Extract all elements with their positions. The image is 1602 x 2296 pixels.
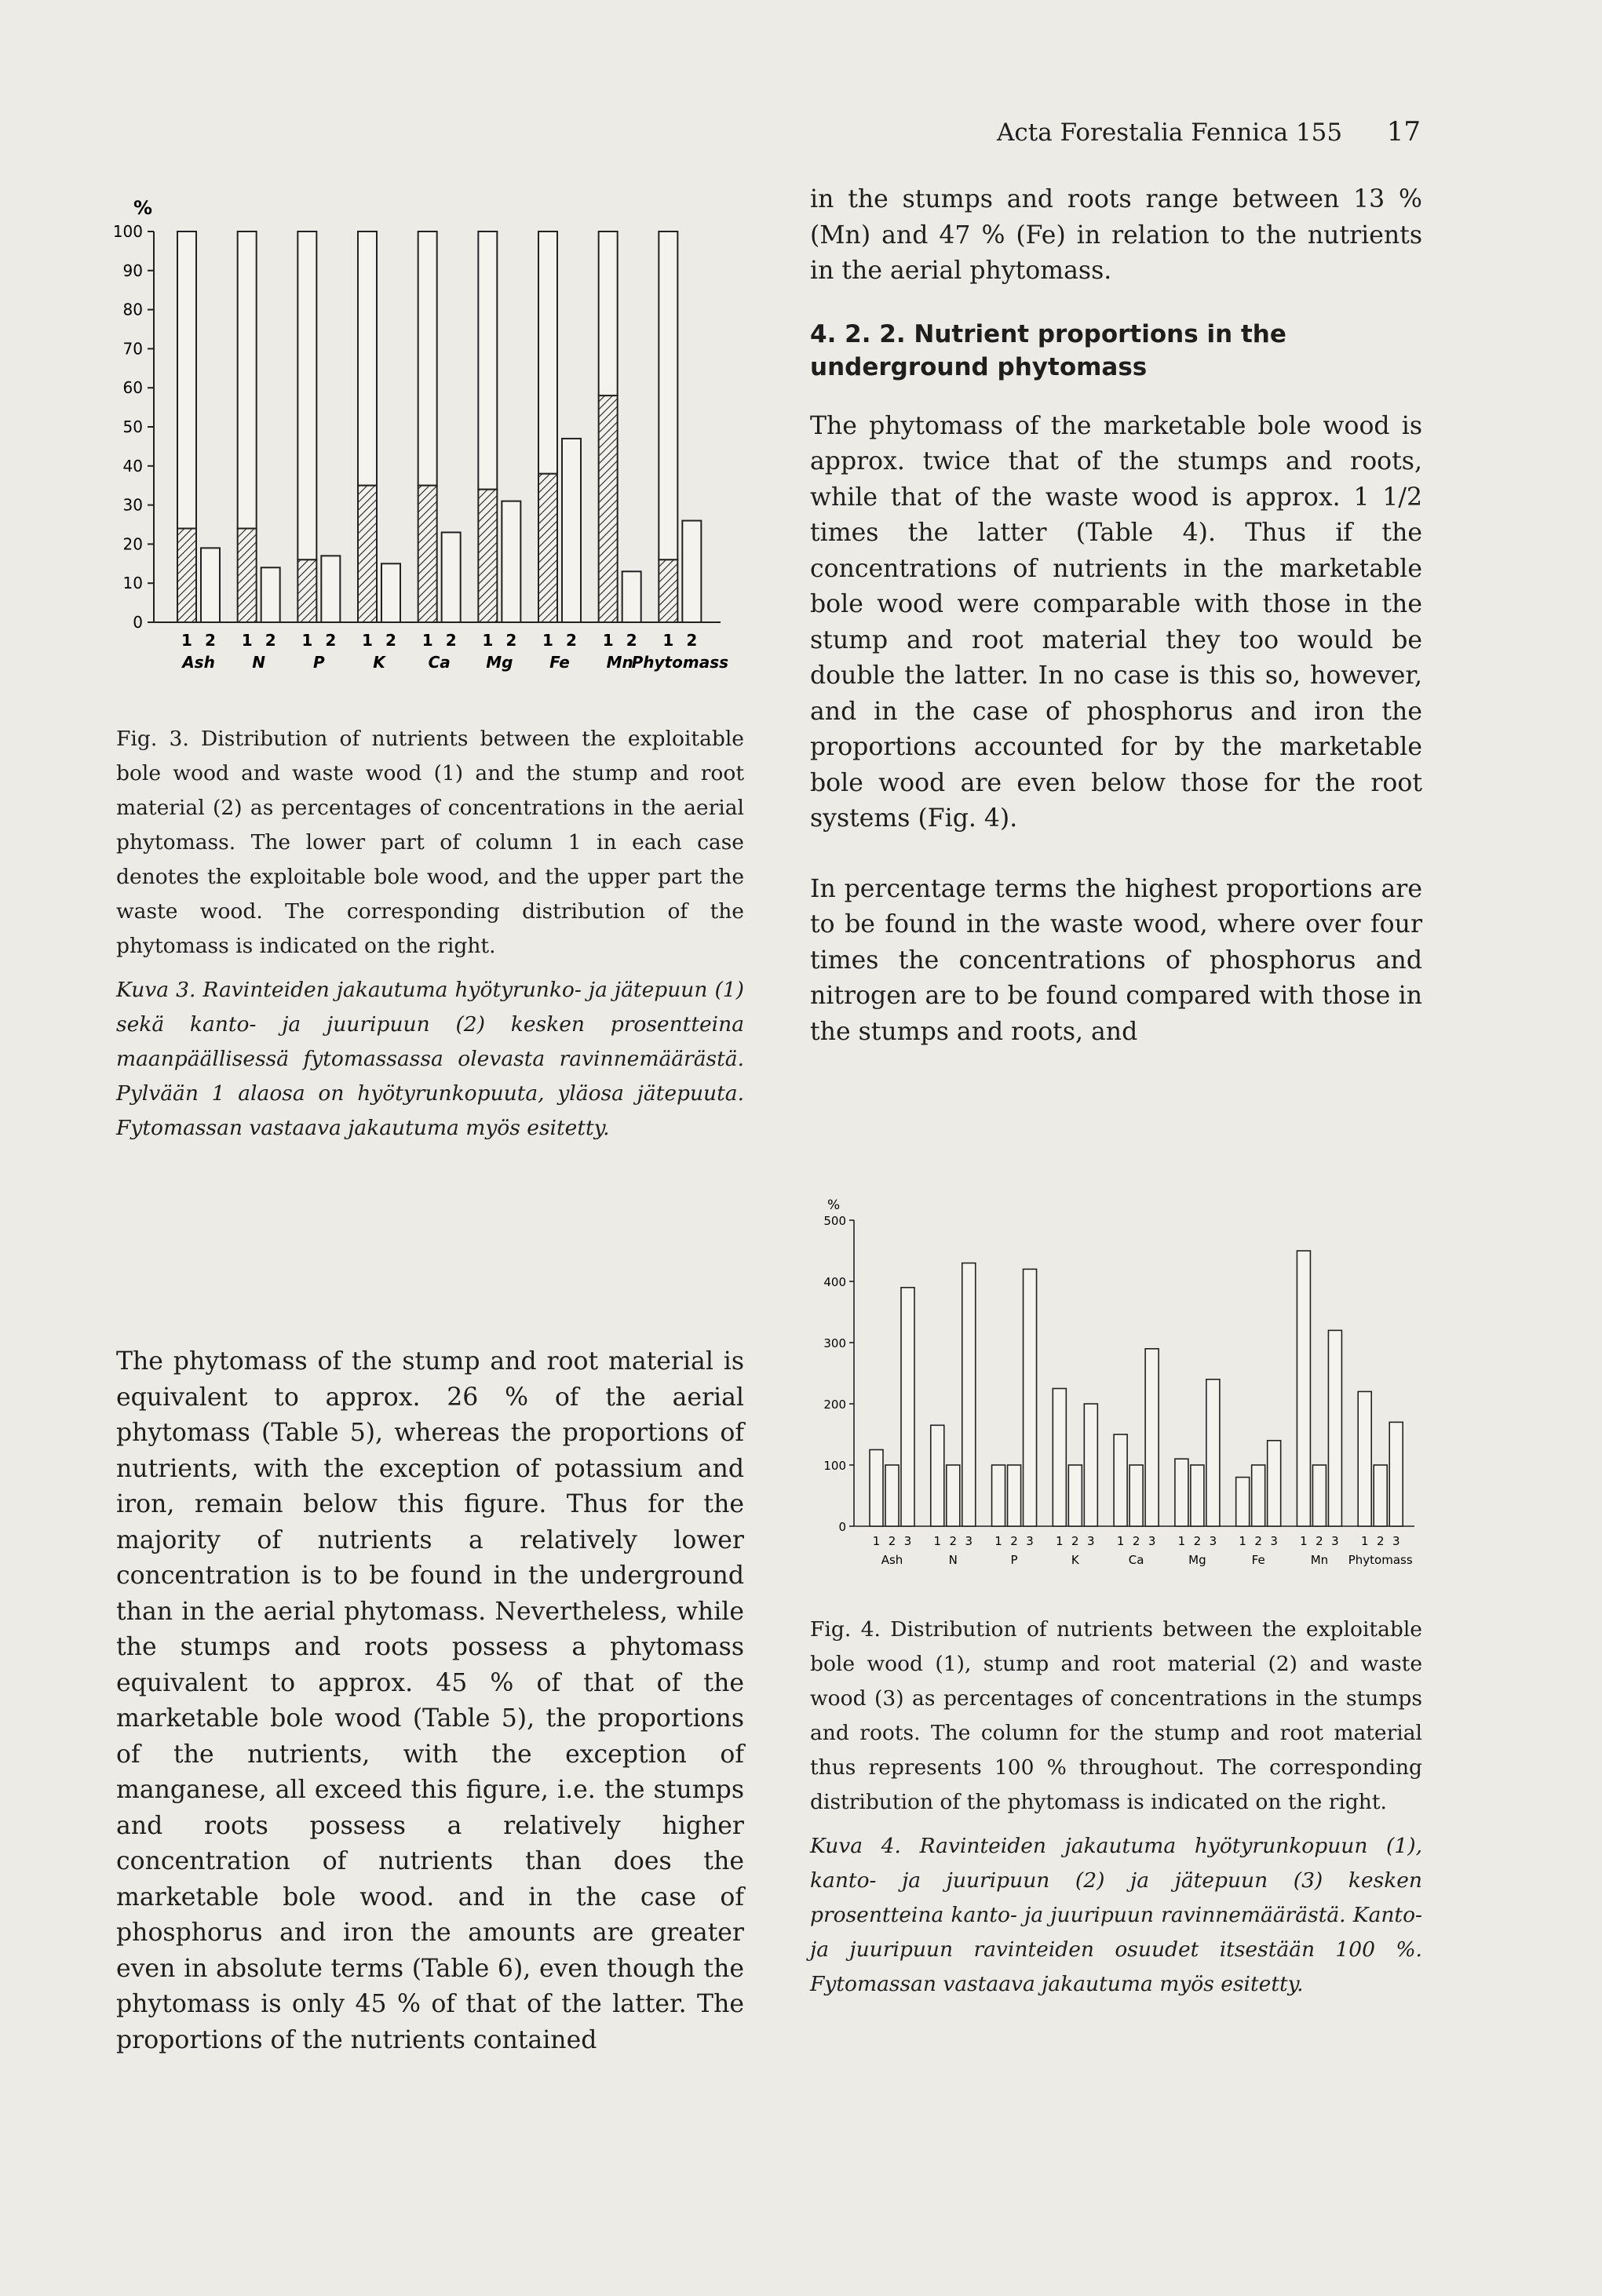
y-tick-label: 60 bbox=[122, 378, 143, 398]
y-tick-label: 0 bbox=[838, 1520, 846, 1534]
y-tick-label: 300 bbox=[823, 1336, 846, 1350]
bar-exploitable-bole-wood bbox=[478, 490, 497, 622]
bar-series-1 bbox=[1297, 1251, 1310, 1526]
page-number: 17 bbox=[1386, 116, 1421, 148]
running-header bbox=[997, 116, 1421, 148]
bar-number-label: 1 bbox=[602, 631, 614, 650]
category-label: Phytomass bbox=[631, 653, 729, 672]
bar-series-1 bbox=[1358, 1391, 1371, 1526]
y-tick-label: 200 bbox=[823, 1398, 846, 1412]
y-tick-label: 100 bbox=[112, 222, 143, 241]
bar-number-label: 3 bbox=[1270, 1534, 1278, 1548]
y-tick-label: 90 bbox=[122, 261, 143, 280]
figure-4-caption-block bbox=[810, 1613, 1422, 2002]
bar-waste-wood bbox=[297, 231, 316, 559]
category-label: Fe bbox=[549, 653, 570, 672]
bar-number-label: 2 bbox=[385, 631, 396, 650]
bar-exploitable-bole-wood bbox=[177, 528, 196, 622]
bar-number-label: 1 bbox=[482, 631, 494, 650]
y-tick-label: 0 bbox=[133, 613, 143, 632]
bar-number-label: 1 bbox=[1360, 1534, 1369, 1548]
bar-number-label: 2 bbox=[1010, 1534, 1018, 1548]
figure-4-caption-finnish: Kuva 4. Ravinteiden jakautuma hyötyrunkopuun (1), kanto- ja juuripuun (2) ja jätepuun (3) kesken prosentteina kanto- ja juuripuun ravinnemäärästä. Kanto- ja juuripuun ravinteiden osuudet itsestään 100 %. Fytomassan vastaava jakautuma myös esitetty. bbox=[810, 1834, 1422, 1996]
bar-number-label: 2 bbox=[205, 631, 216, 650]
bar-exploitable-bole-wood bbox=[599, 395, 618, 622]
bar-number-label: 2 bbox=[626, 631, 637, 650]
bar-number-label: 1 bbox=[1239, 1534, 1246, 1548]
bar-exploitable-bole-wood bbox=[659, 559, 677, 622]
category-label: P bbox=[312, 653, 325, 672]
bar-stump-root bbox=[261, 567, 280, 622]
bar-number-label: 2 bbox=[445, 631, 457, 650]
bar-series-2 bbox=[1374, 1465, 1387, 1526]
bar-number-label: 2 bbox=[949, 1534, 958, 1548]
bar-series-2 bbox=[1191, 1465, 1204, 1526]
bar-waste-wood bbox=[538, 231, 557, 474]
bar-stump-root bbox=[381, 563, 400, 622]
bar-series-2 bbox=[1312, 1465, 1326, 1526]
bar-number-label: 2 bbox=[1316, 1534, 1323, 1548]
figure-3-caption-block bbox=[116, 722, 744, 1146]
bar-series-2 bbox=[1129, 1465, 1143, 1526]
bar-series-2 bbox=[1008, 1465, 1021, 1526]
bar-number-label: 1 bbox=[301, 631, 313, 650]
bar-series-3 bbox=[1145, 1349, 1159, 1526]
y-tick-label: 10 bbox=[122, 574, 143, 593]
bar-number-label: 1 bbox=[662, 631, 674, 650]
bar-number-label: 3 bbox=[965, 1534, 973, 1548]
y-tick-label: 40 bbox=[122, 456, 143, 476]
figure-3-caption-finnish: Kuva 3. Ravinteiden jakautuma hyötyrunko- ja jätepuun (1) sekä kanto- ja juuripuun (2) kesken prosentteina maanpäällisessä fytomassassa olevasta ravinnemäärästä. Pylvään 1 alaosa on hyötyrunkopuuta, yläosa jätepuuta. Fytomassan vastaava jakautuma myös esitetty. bbox=[116, 978, 744, 1140]
bar-exploitable-bole-wood bbox=[297, 559, 316, 622]
bar-series-3 bbox=[1206, 1379, 1220, 1526]
left-column bbox=[112, 184, 744, 721]
bar-number-label: 3 bbox=[1087, 1534, 1095, 1548]
bar-number-label: 1 bbox=[1116, 1534, 1125, 1548]
bar-number-label: 3 bbox=[1026, 1534, 1034, 1548]
left-body bbox=[116, 1344, 744, 2058]
body-paragraph-2: In percentage terms the highest proportions are to be found in the waste wood, where over four times the concentrations of phosphorus and nitrogen are to be found compared with those in the stumps and roots, and bbox=[810, 874, 1422, 1046]
bar-number-label: 1 bbox=[181, 631, 192, 650]
category-label: Mn bbox=[1310, 1553, 1329, 1567]
bar-number-label: 2 bbox=[1071, 1534, 1079, 1548]
category-label: K bbox=[1071, 1553, 1079, 1567]
y-tick-label: 400 bbox=[823, 1275, 846, 1289]
bar-series-3 bbox=[962, 1263, 976, 1526]
bar-number-label: 1 bbox=[933, 1534, 942, 1548]
bar-waste-wood bbox=[418, 231, 437, 486]
continuation-paragraph: in the stumps and roots range between 13 % (Mn) and 47 % (Fe) in relation to the nutrients in the aerial phytomass. bbox=[810, 185, 1422, 285]
bar-number-label: 1 bbox=[421, 631, 433, 650]
bar-series-3 bbox=[1268, 1441, 1281, 1526]
category-label: Ash bbox=[881, 1553, 903, 1567]
bar-waste-wood bbox=[358, 231, 377, 486]
bar-exploitable-bole-wood bbox=[238, 528, 257, 622]
bar-exploitable-bole-wood bbox=[418, 486, 437, 622]
figure-4-caption: Fig. 4. Distribution of nutrients between the exploitable bole wood (1), stump and root material (2) and waste wood (3) as percentages of concentrations in the stumps and roots. The column for the stump and root material thus represents 100 % throughout. The corresponding distribution of the phytomass is indicated on the right. bbox=[810, 1617, 1422, 1814]
bar-series-3 bbox=[1389, 1422, 1403, 1526]
bar-number-label: 2 bbox=[888, 1534, 896, 1548]
bar-exploitable-bole-wood bbox=[538, 474, 557, 622]
category-label: Phytomass bbox=[1348, 1553, 1413, 1567]
y-axis-label: % bbox=[133, 197, 153, 219]
bar-series-3 bbox=[901, 1288, 914, 1526]
y-tick-label: 30 bbox=[122, 495, 143, 515]
bar-series-1 bbox=[1175, 1459, 1188, 1526]
bar-series-2 bbox=[947, 1465, 960, 1526]
bar-number-label: 1 bbox=[994, 1534, 1002, 1548]
bar-waste-wood bbox=[599, 231, 618, 395]
bar-number-label: 1 bbox=[241, 631, 253, 650]
bar-stump-root bbox=[622, 571, 641, 622]
bar-number-label: 2 bbox=[566, 631, 577, 650]
bar-series-2 bbox=[885, 1465, 899, 1526]
bar-series-1 bbox=[931, 1425, 944, 1526]
bar-series-2 bbox=[1252, 1465, 1265, 1526]
body-paragraph-1: The phytomass of the marketable bole wood is approx. twice that of the stumps and roots, while that of the waste wood is approx. 1 1/2 times the latter (Table 4). Thus if the concentrations of nutrients in the marketable bole wood were comparable with those in the stump and root material they too would be double the latter. In no case is this so, however, and in the case of phosphorus and iron the proportions accounted for by the marketable bole wood are even below those for the root systems (Fig. 4). bbox=[810, 411, 1422, 833]
bar-series-1 bbox=[1114, 1434, 1127, 1526]
category-label: N bbox=[948, 1553, 958, 1567]
bar-number-label: 3 bbox=[1209, 1534, 1217, 1548]
bar-waste-wood bbox=[238, 231, 257, 528]
bar-stump-root bbox=[502, 501, 520, 622]
category-label: Ca bbox=[428, 653, 451, 672]
category-label: Mg bbox=[1188, 1553, 1206, 1567]
category-label: K bbox=[373, 653, 385, 672]
bar-number-label: 2 bbox=[505, 631, 517, 650]
category-label: N bbox=[252, 653, 266, 672]
bar-number-label: 2 bbox=[686, 631, 698, 650]
bar-series-1 bbox=[870, 1450, 883, 1527]
bar-series-3 bbox=[1328, 1330, 1341, 1526]
journal-title: Acta Forestalia Fennica 155 bbox=[997, 118, 1343, 147]
bar-number-label: 1 bbox=[1056, 1534, 1064, 1548]
figure-4-chart bbox=[810, 1181, 1422, 1589]
bar-number-label: 1 bbox=[1300, 1534, 1308, 1548]
bar-number-label: 3 bbox=[1148, 1534, 1156, 1548]
bar-waste-wood bbox=[478, 231, 497, 490]
bar-waste-wood bbox=[659, 231, 677, 559]
bar-number-label: 2 bbox=[1254, 1534, 1262, 1548]
y-tick-label: 100 bbox=[823, 1459, 846, 1473]
left-body-paragraph: The phytomass of the stump and root material is equivalent to approx. 26 % of the aerial phytomass (Table 5), whereas the proportions of nutrients, with the exception of potassium and iron, remain below this figure. Thus for the majority of nutrients a relatively lower concentration is to be found in the underground than in the aerial phytomass. Nevertheless, while the stumps and roots possess a phytomass equivalent to approx. 45 % of that of the marketable bole wood (Table 5), the proportions of the nutrients, with the exception of manganese, all exceed this figure, i.e. the stumps and roots possess a relatively higher concentration of nutrients than does the marketable bole wood. and in the case of phosphorus and iron the amounts are greater even in absolute terms (Table 6), even though the phytomass is only 45 % of that of the latter. The proportions of the nutrients contained bbox=[116, 1347, 744, 2054]
category-label: Fe bbox=[1251, 1553, 1265, 1567]
y-tick-label: 500 bbox=[823, 1214, 846, 1228]
bar-series-3 bbox=[1024, 1269, 1037, 1526]
bar-series-1 bbox=[1053, 1389, 1066, 1527]
bar-number-label: 2 bbox=[1132, 1534, 1140, 1548]
y-tick-label: 50 bbox=[122, 417, 143, 436]
bar-stump-root bbox=[201, 548, 220, 622]
right-text-block bbox=[810, 182, 1422, 1050]
bar-number-label: 2 bbox=[325, 631, 337, 650]
y-tick-label: 80 bbox=[122, 300, 143, 319]
bar-series-1 bbox=[1236, 1478, 1250, 1526]
y-tick-label: 20 bbox=[122, 534, 143, 554]
figure-4-block bbox=[810, 1181, 1422, 1592]
bar-number-label: 2 bbox=[265, 631, 276, 650]
bar-waste-wood bbox=[177, 231, 196, 528]
bar-stump-root bbox=[562, 439, 581, 622]
bar-stump-root bbox=[682, 521, 701, 622]
bar-series-2 bbox=[1068, 1465, 1082, 1526]
bar-number-label: 1 bbox=[542, 631, 553, 650]
bar-number-label: 3 bbox=[1331, 1534, 1339, 1548]
section-heading: 4. 2. 2. Nutrient proportions in the underground phytomass bbox=[810, 319, 1286, 381]
bar-series-3 bbox=[1084, 1404, 1097, 1526]
category-label: P bbox=[1010, 1553, 1018, 1567]
figure-3-chart bbox=[112, 184, 744, 718]
category-label: Ca bbox=[1128, 1553, 1144, 1567]
figure-3-caption: Fig. 3. Distribution of nutrients between the exploitable bole wood and waste wood (1) and the stump and root material (2) as percentages of concentrations in the aerial phytomass. The lower part of column 1 in each case denotes the exploitable bole wood, and the upper part the waste wood. The corresponding distribution of the phytomass is indicated on the right. bbox=[116, 727, 744, 958]
bar-number-label: 1 bbox=[872, 1534, 881, 1548]
bar-number-label: 1 bbox=[1177, 1534, 1186, 1548]
category-label: Ash bbox=[182, 653, 215, 672]
bar-number-label: 1 bbox=[362, 631, 373, 650]
bar-series-1 bbox=[992, 1465, 1005, 1526]
y-axis-label: % bbox=[827, 1197, 841, 1213]
bar-number-label: 2 bbox=[1193, 1534, 1202, 1548]
bar-number-label: 3 bbox=[903, 1534, 912, 1548]
bar-exploitable-bole-wood bbox=[358, 486, 377, 622]
category-label: Mn bbox=[606, 653, 633, 672]
bar-number-label: 3 bbox=[1392, 1534, 1400, 1548]
category-label: Mg bbox=[486, 653, 513, 672]
bar-number-label: 2 bbox=[1376, 1534, 1385, 1548]
y-tick-label: 70 bbox=[122, 339, 143, 359]
bar-stump-root bbox=[321, 556, 340, 622]
bar-stump-root bbox=[442, 532, 461, 622]
